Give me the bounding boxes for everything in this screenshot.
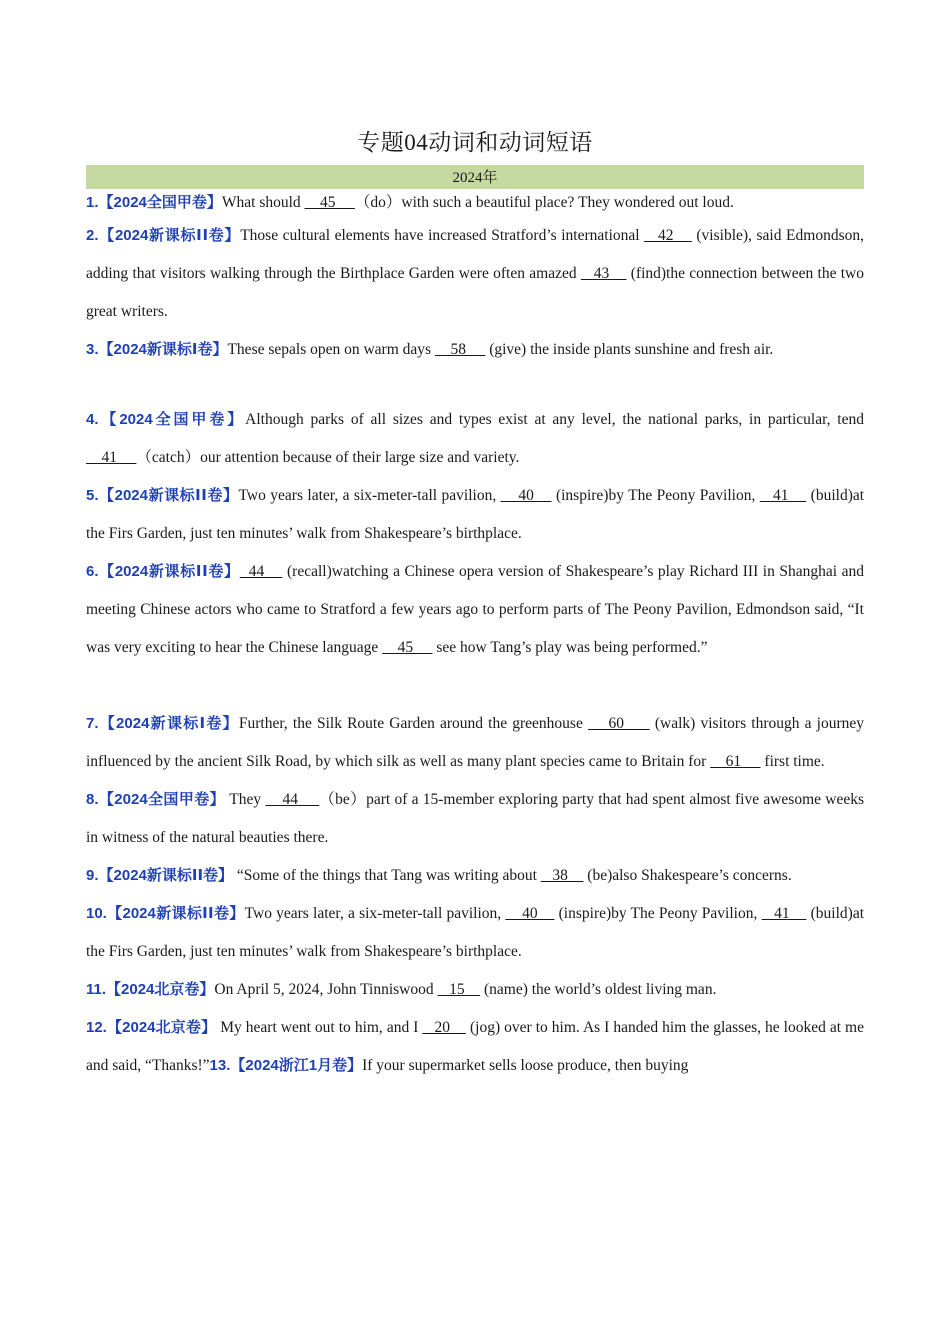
question-tag: 12.【2024北京卷】 [86, 1019, 217, 1036]
question-1: 1.【2024全国甲卷】What should 45 （do）with such a beautiful place? They wondered out loud. [86, 194, 734, 211]
question-5: 5.【2024新课标ⅠⅠ卷】Two years later, a six-meter-tall pavilion, 40 (inspire)by The Peony Pavilion, 41 (build)at the Firs Garden, just ten minutes’ walk from Shakespeare’s birthplace. [86, 487, 865, 542]
answer-blank: 41 [86, 449, 137, 466]
question-7: 7.【2024新课标Ⅰ卷】Further, the Silk Route Garden around the greenhouse 60 (walk) visitors through a journey influenced by the ancient Silk Road, by which silk as well as many plant species came to Britain for 61 first time. [86, 715, 864, 770]
answer-blank: 61 [710, 753, 761, 770]
answer-blank: 58 [434, 341, 486, 358]
answer-blank: 45 [304, 194, 355, 211]
question-2: 2.【2024新课标ⅠⅠ卷】Those cultural elements have increased Stratford’s international 42 (visible), said Edmondson, adding that visitors walking through the Birthplace Garden were often amazed 43 (find)the connection between the two great writers. [86, 227, 865, 320]
answer-blank: 44 [265, 791, 320, 808]
question-tag: 2.【2024新课标ⅠⅠ卷】 [86, 227, 241, 244]
spacer [86, 369, 864, 401]
answer-blank: 60 [587, 715, 650, 732]
question-12: 12.【2024北京卷】 My heart went out to him, and I 20 (jog) over to him. As I handed him the glasses, he looked at me and said, “Thanks!”13.【2024浙江1月卷】If your supermarket sells loose produce, then buying [86, 1019, 864, 1074]
spacer [86, 667, 864, 705]
question-4: 4.【2024全国甲卷】Although parks of all sizes and types exist at any level, the national parks, in particular, tend 41 （catch）our attention because of their large size and variety. [86, 411, 864, 466]
question-6: 6.【2024新课标ⅠⅠ卷】 44 (recall)watching a Chinese opera version of Shakespeare’s play Richard III in Shanghai and meeting Chinese actors who came to Stratford a few years ago to perform parts of The Peony Pavilion, Edmondson said, “It was very exciting to hear the Chinese language 45 see how Tang’s play was being performed.” [86, 563, 864, 656]
question-tag: 10.【2024新课标ⅠⅠ卷】 [86, 905, 245, 922]
question-11: 11.【2024北京卷】On April 5, 2024, John Tinniswood 15 (name) the world’s oldest living man. [86, 981, 717, 998]
year-header: 2024年 [86, 165, 864, 189]
answer-blank: 43 [580, 265, 627, 282]
question-tag: 9.【2024新课标ⅠⅠ卷】 [86, 867, 234, 884]
answer-blank: 40 [505, 905, 555, 922]
question-tag: 7.【2024新课标Ⅰ卷】 [86, 715, 239, 732]
question-9: 9.【2024新课标ⅠⅠ卷】 “Some of the things that Tang was writing about 38 (be)also Shakespeare’s concerns. [86, 867, 792, 884]
question-3: 3.【2024新课标Ⅰ卷】These sepals open on warm days 58 (give) the inside plants sunshine and fresh air. [86, 341, 774, 358]
question-tag: 8.【2024全国甲卷】 [86, 791, 225, 808]
answer-blank: 15 [437, 981, 481, 998]
answer-blank: 42 [644, 227, 692, 244]
answer-blank: 20 [422, 1019, 466, 1036]
question-8: 8.【2024全国甲卷】 They 44 （be）part of a 15-member exploring party that had spent almost five awesome weeks in witness of the natural beauties there. [86, 791, 865, 846]
question-10: 10.【2024新课标ⅠⅠ卷】Two years later, a six-meter-tall pavilion, 40 (inspire)by The Peony Pavilion, 41 (build)at the Firs Garden, just ten minutes’ walk from Shakespeare’s birthplace. [86, 905, 865, 960]
question-tag: 3.【2024新课标Ⅰ卷】 [86, 341, 228, 358]
answer-blank: 41 [759, 487, 807, 504]
question-tag: 6.【2024新课标ⅠⅠ卷】 [86, 563, 240, 580]
question-list [86, 189, 864, 1085]
question-tag: 11.【2024北京卷】 [86, 981, 215, 998]
answer-blank: 44 [239, 563, 283, 580]
answer-blank: 38 [540, 867, 584, 884]
question-tag: 13.【2024浙江1月卷】 [209, 1057, 363, 1074]
page-title: 专题04动词和动词短语 [357, 130, 593, 155]
question-tag: 4.【2024全国甲卷】 [86, 411, 246, 428]
answer-blank: 40 [500, 487, 552, 504]
answer-blank: 45 [382, 639, 433, 656]
question-tag: 1.【2024全国甲卷】 [86, 194, 222, 211]
answer-blank: 41 [761, 905, 807, 922]
question-tag: 5.【2024新课标ⅠⅠ卷】 [86, 487, 239, 504]
